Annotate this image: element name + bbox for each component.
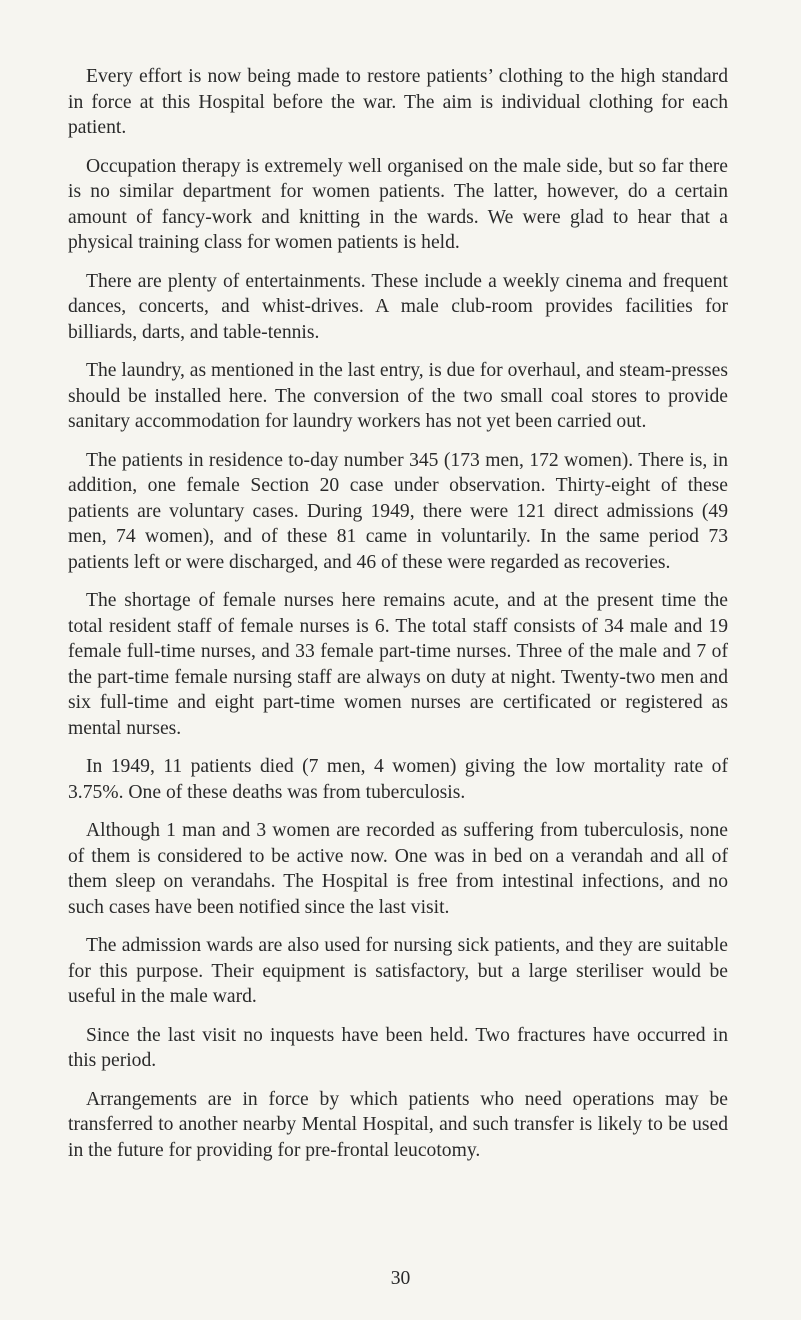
paragraph-tuberculosis: Although 1 man and 3 women are recorded as suffering from tuberculosis, none of them is considered to be active now. One was in bed on a verandah and all of them sleep on verandahs. The Hospital is free from intestinal infections, and no such cases have been notified since the last visit. [68, 820, 728, 918]
paragraph-clothing: Every effort is now being made to restore patients’ clothing to the high standard in force at this Hospital before the war. The aim is individual clothing for each patient. [68, 66, 728, 138]
paragraph-laundry: The laundry, as mentioned in the last entry, is due for overhaul, and steam-presses should be installed here. The conversion of the two small coal stores to provide sanitary accommodation for laundry workers has not yet been carried out. [68, 360, 728, 432]
body-text [68, 64, 728, 1176]
paragraph-inquests: Since the last visit no inquests have been held. Two fractures have occurred in this period. [68, 1024, 728, 1071]
paragraph-admission-wards: The admission wards are also used for nursing sick patients, and they are suitable for this purpose. Their equipment is satisfactory, but a large steriliser would be useful in the male ward. [68, 935, 728, 1007]
paragraph-occupation-therapy: Occupation therapy is extremely well organised on the male side, but so far there is no similar department for women patients. The latter, however, do a certain amount of fancy-work and knitting in the wards. We were glad to hear that a physical training class for women patients is held. [68, 155, 728, 253]
page-number: 30 [390, 1268, 411, 1289]
paragraph-mortality: In 1949, 11 patients died (7 men, 4 women) giving the low mortality rate of 3.75%. One of these deaths was from tuberculosis. [68, 756, 728, 803]
paragraph-operations: Arrangements are in force by which patients who need operations may be transferred to another nearby Mental Hospital, and such transfer is likely to be used in the future for providing for pre-frontal leucotomy. [68, 1088, 728, 1161]
paragraph-nursing-staff: The shortage of female nurses here remains acute, and at the present time the total resident staff of female nurses is 6. The total staff consists of 34 male and 19 female full-time nurses, and 33 female part-time nurses. Three of the male and 7 of the part-time female nursing staff are always on duty at night. Twenty-two men and six full-time and eight part-time women nurses are certificated or registered as mental nurses. [68, 590, 728, 739]
paragraph-entertainments: There are plenty of entertainments. These include a weekly cinema and frequent dances, concerts, and whist-drives. A male club-room provides facilities for billiards, darts, and table-tennis. [68, 270, 728, 343]
paragraph-patients-residence: The patients in residence to-day number 345 (173 men, 172 women). There is, in addition, one female Section 20 case under observation. Thirty-eight of these patients are voluntary cases. During 1949, there were 121 direct admissions (49 men, 74 women), and of these 81 came in voluntarily. In the same period 73 patients left or were discharged, and 46 of these were regarded as recoveries. [68, 449, 728, 573]
